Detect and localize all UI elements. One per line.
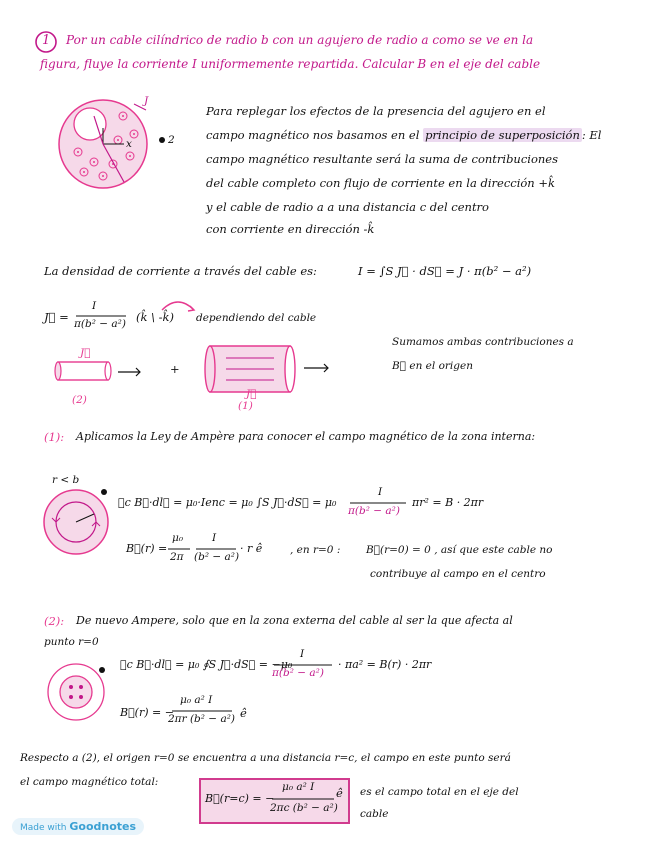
badge-prefix: Made with	[20, 823, 67, 833]
step1-eq1-den: π(b² − a²)	[348, 505, 400, 517]
step2-eq1-num: I	[300, 648, 305, 660]
j-eq-denominator: π(b² − a²)	[74, 318, 126, 330]
result-tail: ê	[336, 786, 343, 800]
j-eq-direction: (k̂ \ -k̂)	[136, 310, 174, 324]
superposition-line-2-tail: : El	[581, 128, 602, 142]
problem-line-2: figura, fluye la corriente I uniformemente repartida. Calcular B en el eje del cable	[40, 57, 541, 71]
conclusion-note-2: cable	[360, 808, 389, 820]
superposition-line-3: campo magnético resultante será la suma de contribuciones	[206, 152, 558, 166]
j-eq-numerator: I	[92, 300, 97, 312]
small-cable-label: (2)	[72, 394, 87, 406]
step1-at-r0: , en r=0 :	[290, 544, 341, 556]
step1-eq2-mid: I	[212, 532, 217, 544]
large-cable-figure	[204, 342, 334, 402]
step1-label: (1):	[44, 430, 65, 444]
superposition-line-5: y el cable de radio a a una distancia c del centro	[206, 200, 489, 214]
conclusion-line-2: el campo magnético total:	[20, 776, 159, 788]
step2-eq2-lhs: B⃗(r) = −	[120, 706, 174, 719]
step1-eq1: ∮c B⃗·dl⃗ = μ₀·Ienc = μ₀ ∫S J⃗·dS⃗ = μ₀	[118, 496, 337, 509]
step2-eq2-tail: ê	[240, 706, 247, 720]
step2-text: De nuevo Ampere, solo que en la zona externa del cable al ser la que afecta al	[76, 614, 513, 627]
step1-text: Aplicamos la Ley de Ampère para conocer el campo magnético de la zona interna:	[76, 430, 536, 443]
step1-eq2-bar2	[196, 548, 236, 550]
step1-eq1-tail: πr² = B · 2πr	[412, 496, 484, 509]
cable-cross-section-figure	[58, 94, 188, 204]
large-cable-j: J⃗	[246, 388, 257, 400]
result-num: μ₀ a² I	[282, 781, 315, 793]
step1-eq1-bar	[350, 502, 406, 504]
superposition-highlight: principio de superposición	[425, 128, 580, 142]
cables-note-2: B⃗ en el origen	[392, 360, 473, 372]
superposition-line-2-text: campo magnético nos basamos en el	[206, 128, 420, 142]
superposition-line-4: del cable completo con flujo de corriente en la dirección +k̂	[206, 176, 555, 190]
problem-line-1: Por un cable cilíndrico de radio b con un agujero de radio a como se ve en la	[66, 33, 534, 47]
j-eq-lhs: J⃗ =	[44, 310, 69, 324]
density-equation: I = ∫S J⃗ · dS⃗ = J · π(b² − a²)	[358, 264, 532, 278]
superposition-line-6: con corriente en dirección -k̂	[206, 222, 375, 236]
result-bar	[272, 798, 334, 800]
step1-eq1-num: I	[378, 486, 383, 498]
step1-condition: r < b	[52, 474, 80, 486]
step1-eq2-lhs: B⃗(r) =	[126, 542, 168, 555]
step2-eq2-bar	[172, 710, 232, 712]
step1-eq2-num: μ₀	[172, 532, 184, 544]
step1-result: B⃗(r=0) = 0 , así que este cable no	[366, 544, 553, 556]
superposition-line-1: Para replegar los efectos de la presencia del agujero en el	[206, 104, 546, 118]
figure-point-label: 2	[168, 134, 175, 146]
large-cable-label: (1)	[238, 400, 253, 412]
conclusion-line-1: Respecto a (2), el origen r=0 se encuentra a una distancia r=c, el campo en este punto será	[20, 752, 511, 764]
step1-result-2: contribuye al campo en el centro	[370, 568, 546, 580]
problem-number: 1	[42, 33, 51, 48]
superposition-line-2	[206, 128, 601, 142]
step1-eq2-tail: · r ê	[240, 542, 263, 555]
figure-x-label: x	[126, 138, 132, 150]
step1-eq2-den: 2π	[170, 551, 184, 563]
result-lhs: B⃗(r=c) = −	[205, 792, 275, 805]
step2-eq1-den: π(b² − a²)	[272, 667, 324, 679]
step2-eq2-num: μ₀ a² I	[180, 694, 213, 706]
figure-j-label: J	[144, 95, 149, 107]
density-text: La densidad de corriente a través del cable es:	[44, 264, 317, 278]
step1-eq2-bar1	[168, 548, 190, 550]
cables-note-1: Sumamos ambas contribuciones a	[392, 336, 574, 348]
step2-eq1-tail: · πa² = B(r) · 2πr	[338, 658, 432, 671]
plus-sign: +	[170, 362, 180, 376]
badge-brand: Goodnotes	[69, 820, 137, 833]
step2-eq1: ∮c B⃗·dl⃗ = μ₀ ∮S J⃗·dS⃗ = −μ₀	[120, 658, 293, 671]
small-cable-j: J⃗	[80, 347, 91, 359]
step2-label: (2):	[44, 614, 65, 628]
step2-eq2-den: 2πr (b² − a²)	[168, 713, 236, 725]
j-eq-note: dependiendo del cable	[196, 312, 317, 324]
goodnotes-badge	[12, 818, 144, 835]
small-cable-figure	[54, 358, 144, 388]
step1-eq2-den2: (b² − a²)	[194, 551, 240, 563]
conclusion-note-1: es el campo total en el eje del	[360, 786, 519, 798]
result-den: 2πc (b² − a²)	[270, 802, 338, 814]
step2-eq1-bar	[274, 664, 332, 666]
inner-cable-figure	[40, 486, 120, 566]
j-eq-fraction-bar	[76, 315, 126, 317]
j-eq-arrow	[160, 296, 200, 316]
step2-text-2: punto r=0	[44, 636, 99, 648]
outer-cable-figure	[40, 660, 120, 730]
